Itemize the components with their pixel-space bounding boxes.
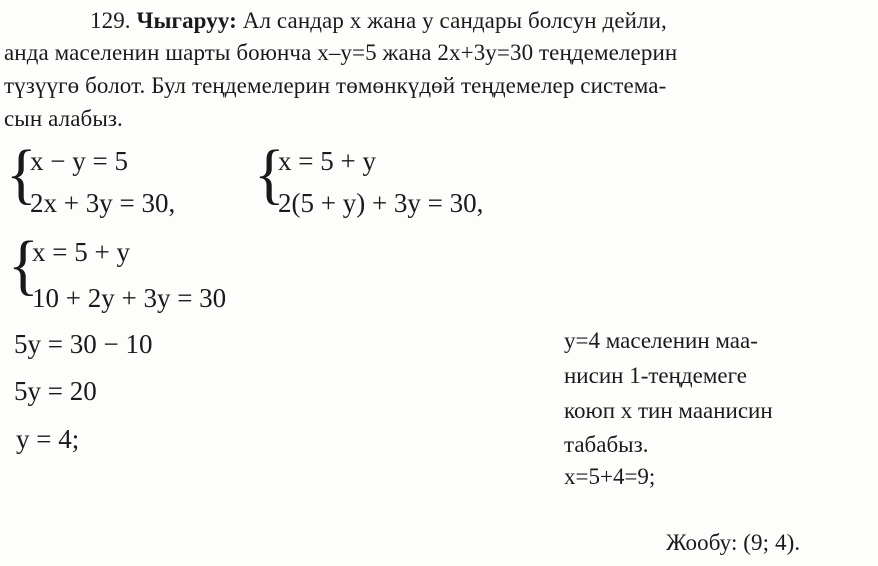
problem-number: 129.	[90, 8, 137, 33]
problem-text-1: Ал сандар x жана y сандары болсун дейли,	[236, 8, 667, 33]
problem-line-2: анда маселенин шарты боюнча x–y=5 жана 2x+3y=30 теңдемелерин	[4, 40, 678, 65]
system3-eq1: x = 5 + y	[32, 237, 130, 267]
system-brace-2: {	[254, 136, 285, 211]
system1-eq1: x − y = 5	[30, 146, 128, 176]
note-line-2: нисин 1-теңдемеге	[564, 363, 747, 388]
system-brace-1: {	[6, 136, 37, 211]
note-line-1: y=4 маселенин маа-	[564, 328, 758, 353]
note-line-5: x=5+4=9;	[564, 464, 656, 489]
answer: Жообу: (9; 4).	[666, 530, 801, 555]
note-line-4: табабыз.	[564, 432, 649, 457]
step-1: 5y = 30 − 10	[14, 329, 153, 359]
problem-line-4: сын алабыз.	[4, 106, 123, 131]
system3-eq2: 10 + 2y + 3y = 30	[32, 283, 227, 313]
problem-line-1	[90, 8, 667, 34]
system2-eq1: x = 5 + y	[278, 146, 376, 176]
step-2: 5y = 20	[14, 376, 97, 406]
solution-label: Чыгаруу:	[136, 8, 237, 33]
system-brace-3: {	[8, 227, 39, 302]
system2-eq2: 2(5 + y) + 3y = 30,	[278, 188, 484, 218]
problem-line-3: түзүүгө болот. Бул теңдемелерин төмөнкүдөй теңдемелер система-	[4, 73, 667, 98]
step-3: y = 4;	[16, 424, 80, 454]
system1-eq2: 2x + 3y = 30,	[30, 188, 176, 218]
note-line-3: коюп x тин маанисин	[564, 398, 773, 423]
